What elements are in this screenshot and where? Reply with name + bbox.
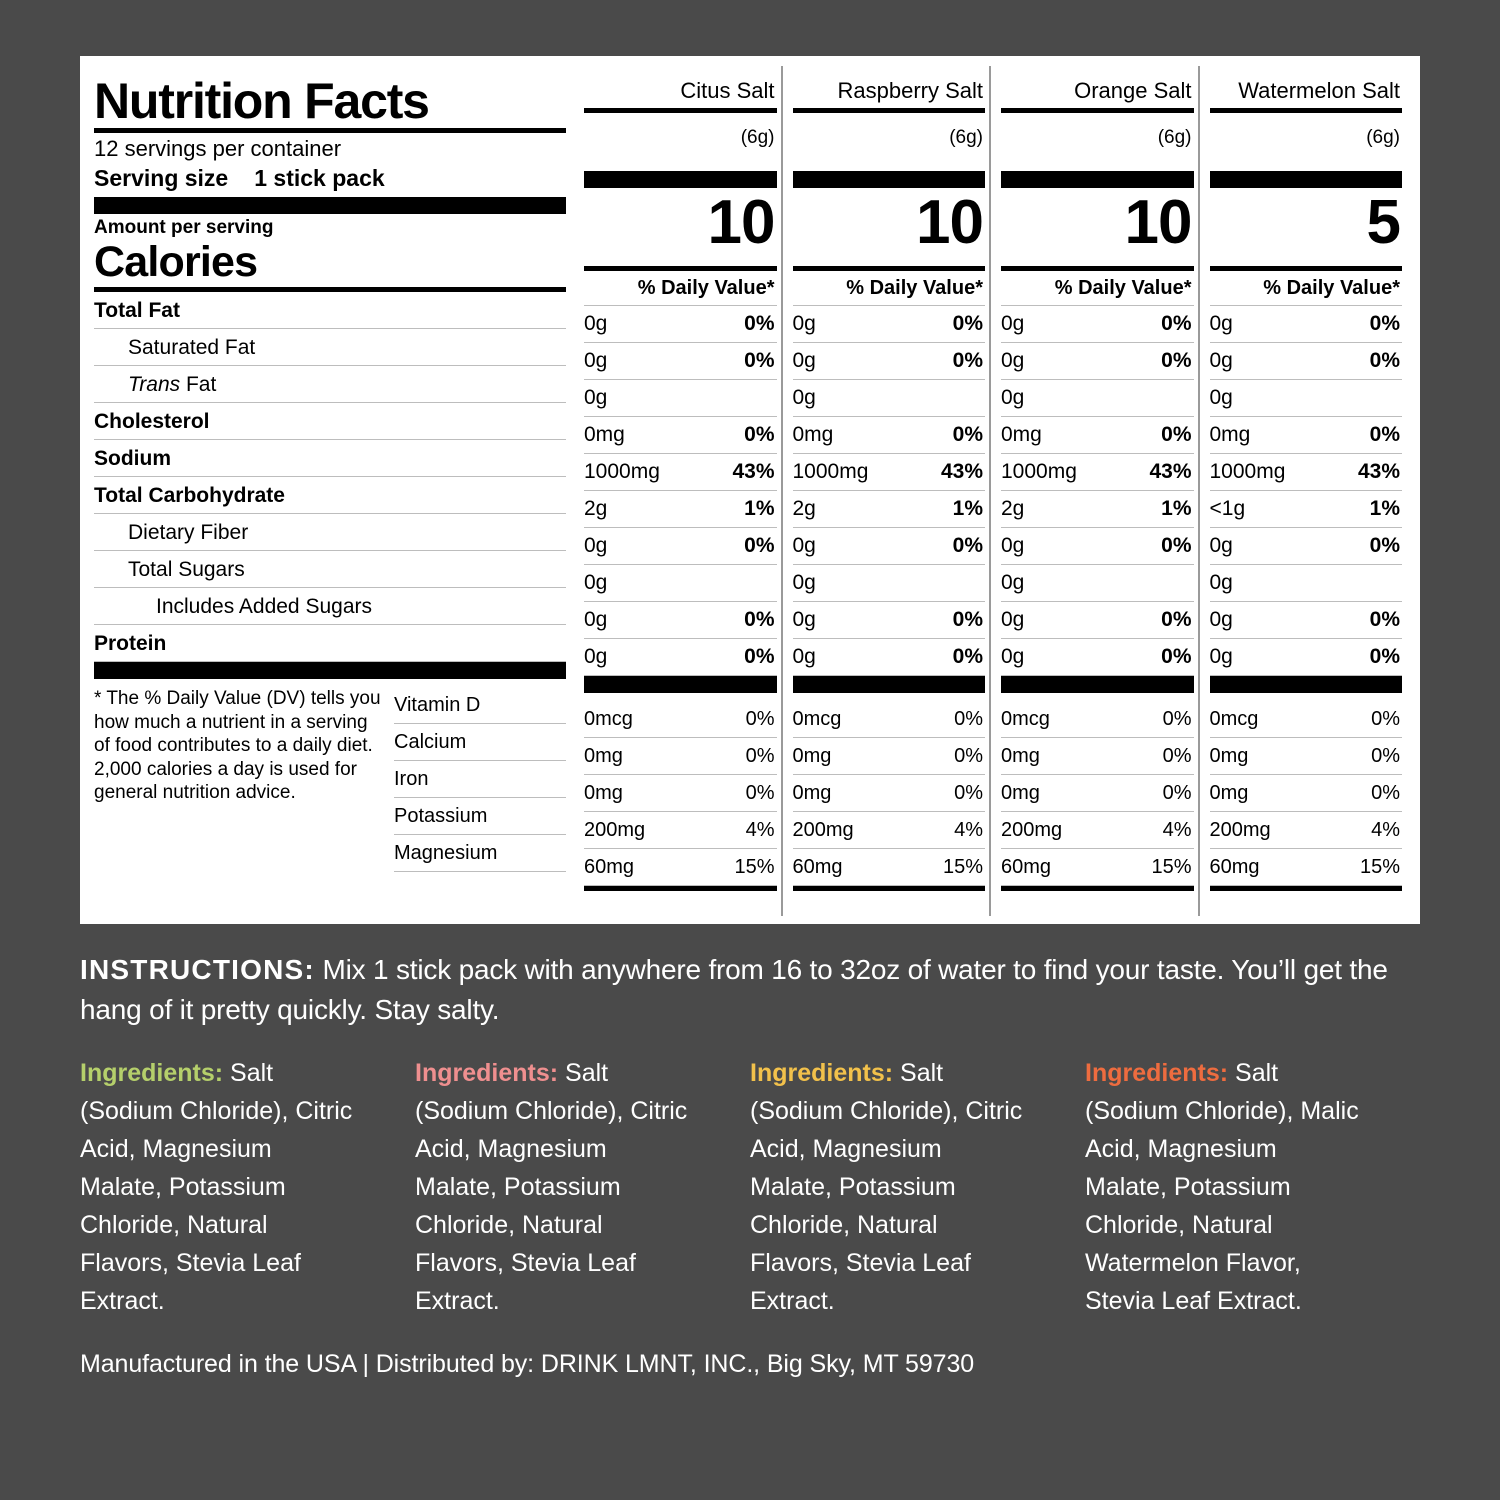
divider: [793, 886, 986, 891]
nutrient-label: Total Carbohydrate: [94, 484, 285, 507]
nutrient-amount: 0g: [792, 608, 816, 631]
nutrient-percent: 1%: [1161, 497, 1192, 520]
nutrition-column-1: [574, 66, 781, 916]
daily-value-header: % Daily Value*: [1054, 277, 1192, 299]
ingredients-text: Salt (Sodium Chloride), Citric Acid, Magnesium Malate, Potassium Chloride, Natural Flavors, Stevia Leaf Extract.: [415, 1059, 688, 1315]
nutrient-value-row: [584, 602, 777, 638]
micronutrient-amount: 0mg: [584, 781, 623, 804]
nutrient-percent: 1%: [952, 497, 983, 520]
nutrient-value-row: [584, 306, 777, 342]
ingredients-column-2: [415, 1054, 750, 1320]
micronutrient-value-row: [1001, 738, 1194, 774]
nutrient-amount: 0g: [1001, 608, 1025, 631]
micronutrient-amount: 200mg: [1001, 818, 1063, 841]
nutrient-percent: 0%: [1161, 423, 1192, 446]
daily-value-header: % Daily Value*: [846, 277, 983, 299]
nutrient-amount: 0g: [792, 386, 816, 409]
nutrient-value-row: [1210, 417, 1403, 453]
nutrient-value-row: [793, 306, 986, 342]
nutrient-label-row: [94, 514, 566, 550]
calories-value: 10: [916, 188, 983, 257]
nutrient-amount: 0g: [1209, 312, 1233, 335]
nutrient-value-row: [1001, 380, 1194, 416]
divider: [584, 886, 777, 891]
micronutrient-value-row: [793, 849, 986, 885]
micronutrient-percent: 0%: [1371, 744, 1400, 767]
nutrient-value-row: [1210, 528, 1403, 564]
nutrient-amount: 0g: [1209, 386, 1233, 409]
nutrient-value-row: [1210, 639, 1403, 675]
micronutrient-value-row: [584, 775, 777, 811]
nutrient-amount: 0g: [1001, 386, 1025, 409]
nutrient-percent: 0%: [1369, 312, 1400, 335]
micronutrient-amount: 0mg: [1209, 744, 1249, 767]
nutrient-value-row: [584, 380, 777, 416]
nutrient-percent: 0%: [952, 312, 983, 335]
micronutrient-value-row: [793, 738, 986, 774]
ingredients-text: Salt (Sodium Chloride), Citric Acid, Magnesium Malate, Potassium Chloride, Natural Flavors, Stevia Leaf Extract.: [80, 1059, 353, 1315]
micronutrient-amount: 0mg: [584, 744, 623, 767]
nutrient-amount: 1000mg: [792, 460, 869, 483]
nutrient-amount: 0g: [1209, 608, 1233, 631]
nutrient-amount: 0g: [584, 608, 608, 631]
micronutrient-amount: 60mg: [584, 855, 635, 878]
micronutrient-amount: 0mcg: [792, 707, 842, 730]
micronutrient-value-row: [1210, 812, 1403, 848]
nutrient-percent: 0%: [1369, 534, 1400, 557]
calories-value: 10: [1124, 188, 1192, 257]
micronutrient-percent: 0%: [1371, 781, 1400, 804]
nutrient-percent: 0%: [744, 645, 775, 668]
micronutrient-value-row: [1210, 849, 1403, 885]
nutrient-amount: 0g: [1209, 534, 1233, 557]
nutrient-percent: 0%: [1369, 608, 1400, 631]
divider: [1001, 676, 1194, 693]
micronutrient-percent: 0%: [745, 744, 775, 767]
nutrition-left-column: [94, 66, 574, 916]
nutrient-percent: 43%: [940, 460, 983, 483]
ingredients-column-4: [1085, 1054, 1420, 1320]
nutrient-amount: 0g: [1001, 349, 1025, 372]
nutrient-amount: 0mg: [1001, 423, 1042, 446]
divider: [584, 676, 777, 693]
footnote-and-micros: [94, 679, 566, 916]
micronutrient-value-row: [1001, 812, 1194, 848]
micronutrient-percent: 0%: [1371, 707, 1400, 730]
nutrient-label: Includes Added Sugars: [156, 595, 372, 618]
micronutrient-value-row: [1001, 775, 1194, 811]
ingredients-label: Ingredients:: [750, 1059, 894, 1087]
nutrient-amount: 0g: [1209, 349, 1233, 372]
micronutrient-amount: 60mg: [792, 855, 843, 878]
nutrient-percent: 0%: [952, 645, 983, 668]
micronutrient-amount: 200mg: [584, 818, 646, 841]
nutrient-value-row: [1001, 491, 1194, 527]
nutrient-value-row: [1210, 306, 1403, 342]
micronutrient-amount: 0mg: [1001, 781, 1040, 804]
nutrient-amount: 0g: [1209, 571, 1233, 594]
nutrient-value-row: [1210, 602, 1403, 638]
nutrient-label-row: [94, 366, 566, 402]
nutrient-value-row: [793, 491, 986, 527]
nutrient-value-row: [584, 639, 777, 675]
micronutrient-percent: 0%: [1162, 707, 1192, 730]
nutrition-column-4: [1198, 66, 1407, 916]
nutrient-label-row: [94, 329, 566, 365]
instructions-block: [80, 950, 1420, 1030]
nutrient-label: Sodium: [94, 447, 171, 470]
nutrient-amount: 0g: [1001, 645, 1025, 668]
micronutrient-percent: 15%: [1359, 855, 1400, 878]
micronutrient-value-row: [584, 701, 777, 737]
nutrient-percent: 1%: [744, 497, 775, 520]
servings-per-container: 12 servings per container: [94, 136, 342, 161]
instructions-label: INSTRUCTIONS:: [80, 954, 315, 985]
micronutrient-percent: 0%: [954, 781, 983, 804]
nutrient-percent: 0%: [1369, 423, 1400, 446]
daily-value-header: % Daily Value*: [637, 277, 775, 299]
nutrient-value-row: [1001, 602, 1194, 638]
micronutrient-percent: 0%: [954, 744, 983, 767]
micronutrient-percent: 0%: [745, 781, 775, 804]
nutrient-value-row: [1001, 565, 1194, 601]
divider: [1001, 171, 1194, 188]
nutrient-percent: 0%: [744, 349, 775, 372]
nutrient-value-row: [1001, 528, 1194, 564]
serving-weight: (6g): [1366, 127, 1400, 148]
micronutrient-percent: 0%: [1162, 781, 1192, 804]
nutrient-value-row: [584, 454, 777, 490]
nutrition-value-columns: [574, 66, 1406, 916]
nutrient-value-row: [584, 528, 777, 564]
nutrient-percent: 1%: [1369, 497, 1400, 520]
ingredients-column-3: [750, 1054, 1085, 1320]
nutrient-amount: 2g: [584, 497, 608, 520]
micronutrient-amount: 0mcg: [584, 707, 633, 730]
nutrient-amount: 0g: [584, 645, 608, 668]
spacer: [793, 693, 986, 701]
ingredients-label: Ingredients:: [415, 1059, 559, 1087]
micronutrient-label: Vitamin D: [394, 694, 481, 716]
micronutrient-percent: 15%: [942, 855, 983, 878]
nutrition-column-2: [781, 66, 990, 916]
micronutrient-label: Calcium: [394, 731, 467, 753]
micronutrient-amount: 0mcg: [1001, 707, 1050, 730]
nutrition-facts-panel: [80, 56, 1420, 924]
nutrient-amount: 0g: [584, 571, 608, 594]
nutrient-amount: 0g: [1001, 534, 1025, 557]
micronutrient-amount: 0mg: [1209, 781, 1249, 804]
nutrient-amount: 0mg: [792, 423, 834, 446]
nutrient-amount: 0g: [584, 534, 608, 557]
nutrient-amount: 0g: [1209, 645, 1233, 668]
serving-size-value: 1 stick pack: [254, 165, 385, 191]
nutrient-value-row: [1210, 565, 1403, 601]
micronutrient-value-row: [1210, 738, 1403, 774]
micronutrient-value-row: [1210, 775, 1403, 811]
micronutrient-percent: 4%: [1162, 818, 1192, 841]
nutrient-amount: 0mg: [584, 423, 625, 446]
micronutrient-value-row: [793, 775, 986, 811]
nutrient-amount: 0mg: [1209, 423, 1251, 446]
nutrient-value-row: [793, 528, 986, 564]
nutrient-label: Total Sugars: [128, 558, 245, 581]
nutrient-amount: 0g: [792, 349, 816, 372]
nutrient-amount: 0g: [1001, 312, 1025, 335]
calories-value: 5: [1366, 188, 1400, 257]
nutrient-value-row: [1001, 639, 1194, 675]
nutrient-percent: 0%: [1161, 312, 1192, 335]
nutrient-label-row: [94, 551, 566, 587]
nutrient-amount: 0g: [584, 312, 608, 335]
serving-size-label: Serving size: [94, 165, 229, 191]
spacer: [1210, 693, 1403, 701]
nutrient-percent: 0%: [952, 534, 983, 557]
ingredients-text: Salt (Sodium Chloride), Citric Acid, Magnesium Malate, Potassium Chloride, Natural Flavors, Stevia Leaf Extract.: [750, 1059, 1023, 1315]
ingredients-grid: [80, 1054, 1420, 1320]
nutrient-value-row: [1210, 454, 1403, 490]
nutrient-percent: 0%: [952, 423, 983, 446]
micronutrient-percent: 4%: [745, 818, 775, 841]
daily-value-footnote: * The % Daily Value (DV) tells you how much a nutrient in a serving of food contributes to a daily diet. 2,000 calories a day is used for general nutrition advice.: [94, 688, 381, 803]
divider: [1210, 676, 1403, 693]
nutrient-amount: 1000mg: [1209, 460, 1286, 483]
micronutrient-value-row: [584, 738, 777, 774]
spacer: [584, 693, 777, 701]
daily-value-header: % Daily Value*: [1263, 277, 1400, 299]
nutrient-value-row: [1001, 454, 1194, 490]
nutrient-percent: 0%: [1161, 349, 1192, 372]
micronutrient-value-row: [584, 812, 777, 848]
micronutrient-value-row: [1001, 849, 1194, 885]
flavor-name: Citus Salt: [680, 78, 775, 103]
nutrient-amount: 0g: [792, 571, 816, 594]
divider: [1210, 886, 1403, 891]
calories-value: 10: [707, 188, 775, 257]
nutrient-percent: 0%: [1161, 534, 1192, 557]
nutrient-amount: 2g: [1001, 497, 1025, 520]
nutrient-percent: 0%: [1161, 645, 1192, 668]
micronutrient-percent: 4%: [1371, 818, 1400, 841]
nutrient-label: Protein: [94, 632, 167, 655]
ingredients-label: Ingredients:: [1085, 1059, 1229, 1087]
micronutrient-percent: 15%: [734, 855, 775, 878]
nutrient-percent: 0%: [744, 608, 775, 631]
micronutrient-label: Potassium: [394, 805, 488, 827]
nutrient-label: Trans Fat: [128, 373, 217, 396]
nutrition-column-3: [989, 66, 1198, 916]
nutrient-value-row: [793, 639, 986, 675]
nutrient-percent: 0%: [744, 423, 775, 446]
flavor-name: Orange Salt: [1074, 78, 1192, 103]
nutrient-amount: 0g: [792, 534, 816, 557]
calories-label: Calories: [94, 238, 258, 286]
ingredients-label: Ingredients:: [80, 1059, 224, 1087]
micronutrient-percent: 0%: [954, 707, 983, 730]
nutrient-label-row: [94, 403, 566, 439]
nutrient-percent: 0%: [952, 349, 983, 372]
nutrient-value-row: [1210, 380, 1403, 416]
nutrient-value-row: [584, 565, 777, 601]
nutrient-percent: 43%: [1357, 460, 1400, 483]
nutrient-amount: 0g: [584, 349, 608, 372]
nutrient-label-row: [94, 588, 566, 624]
nutrient-amount: 0g: [1001, 571, 1025, 594]
divider: [1210, 171, 1403, 188]
micronutrient-percent: 4%: [954, 818, 983, 841]
nutrient-value-row: [793, 454, 986, 490]
nutrient-label: Dietary Fiber: [128, 521, 249, 544]
nutrient-value-row: [793, 565, 986, 601]
micronutrient-value-row: [584, 849, 777, 885]
nutrient-value-row: [1001, 343, 1194, 379]
nutrient-percent: 0%: [744, 312, 775, 335]
nutrient-value-row: [1210, 491, 1403, 527]
micronutrient-amount: 200mg: [1209, 818, 1271, 841]
divider: [793, 171, 986, 188]
micronutrient-value-row: [1210, 701, 1403, 737]
divider: [1001, 886, 1194, 891]
micronutrient-amount: 0mg: [1001, 744, 1040, 767]
nutrient-amount: 2g: [792, 497, 816, 520]
nutrient-amount: <1g: [1209, 497, 1246, 520]
micronutrient-percent: 0%: [745, 707, 775, 730]
nutrient-value-row: [793, 417, 986, 453]
divider: [793, 676, 986, 693]
nutrient-label: Cholesterol: [94, 410, 210, 433]
nutrient-percent: 0%: [1161, 608, 1192, 631]
amount-per-serving-label: Amount per serving: [94, 217, 274, 238]
nutrient-percent: 0%: [1369, 645, 1400, 668]
micronutrient-value-row: [793, 701, 986, 737]
nutrient-percent: 0%: [744, 534, 775, 557]
nutrient-label: Total Fat: [94, 299, 180, 322]
spacer: [1001, 693, 1194, 701]
nutrient-value-row: [793, 602, 986, 638]
nutrient-percent: 0%: [1369, 349, 1400, 372]
serving-weight: (6g): [740, 127, 775, 148]
nutrient-amount: 0g: [792, 312, 816, 335]
micronutrient-value-row: [1001, 701, 1194, 737]
nutrient-label-row: [94, 292, 566, 328]
micronutrient-amount: 0mg: [792, 744, 832, 767]
nutrient-label-row: [94, 477, 566, 513]
nutrient-value-row: [1001, 417, 1194, 453]
serving-weight: (6g): [949, 127, 983, 148]
micronutrient-percent: 0%: [1162, 744, 1192, 767]
nutrient-percent: 43%: [732, 460, 775, 483]
instructions-text: Mix 1 stick pack with anywhere from 16 to 32oz of water to find your taste. You’ll get the hang of it pretty quickly. Stay salty.: [80, 954, 1388, 1025]
nutrient-value-row: [1001, 306, 1194, 342]
nutrient-percent: 0%: [952, 608, 983, 631]
micronutrient-amount: 60mg: [1001, 855, 1052, 878]
nutrient-value-row: [584, 491, 777, 527]
nutrient-label: Saturated Fat: [128, 336, 256, 359]
ingredients-column-1: [80, 1054, 415, 1320]
micronutrient-amount: 200mg: [792, 818, 854, 841]
nutrient-label-row: [94, 440, 566, 476]
micronutrient-label: Iron: [394, 768, 429, 790]
micronutrient-amount: 0mg: [792, 781, 832, 804]
nutrient-amount: 1000mg: [1001, 460, 1077, 483]
nutrient-value-row: [793, 343, 986, 379]
nutrient-value-row: [1210, 343, 1403, 379]
micronutrient-label: Magnesium: [394, 842, 498, 864]
nutrient-label-row: [94, 625, 566, 661]
flavor-name: Watermelon Salt: [1238, 78, 1400, 103]
ingredients-text: Salt (Sodium Chloride), Malic Acid, Magnesium Malate, Potassium Chloride, Natural Watermelon Flavor, Stevia Leaf Extract.: [1085, 1059, 1359, 1315]
micronutrient-value-row: [793, 812, 986, 848]
divider: [584, 171, 777, 188]
micronutrient-amount: 60mg: [1209, 855, 1260, 878]
nutrient-value-row: [793, 380, 986, 416]
nutrient-amount: 0g: [584, 386, 608, 409]
page-title: Nutrition Facts: [94, 73, 429, 129]
nutrient-amount: 0g: [792, 645, 816, 668]
micronutrient-label-list: [394, 687, 566, 916]
nutrient-value-row: [584, 417, 777, 453]
flavor-name: Raspberry Salt: [837, 78, 983, 103]
serving-size-row: [94, 163, 566, 193]
nutrient-amount: 1000mg: [584, 460, 660, 483]
micronutrient-percent: 15%: [1151, 855, 1192, 878]
serving-weight: (6g): [1157, 127, 1192, 148]
row-divider: [394, 871, 566, 872]
nutrient-percent: 43%: [1149, 460, 1192, 483]
micronutrient-amount: 0mcg: [1209, 707, 1259, 730]
manufacturer-footer: Manufactured in the USA | Distributed by: DRINK LMNT, INC., Big Sky, MT 59730: [80, 1350, 975, 1378]
nutrient-label-list: [94, 292, 566, 662]
nutrient-value-row: [584, 343, 777, 379]
